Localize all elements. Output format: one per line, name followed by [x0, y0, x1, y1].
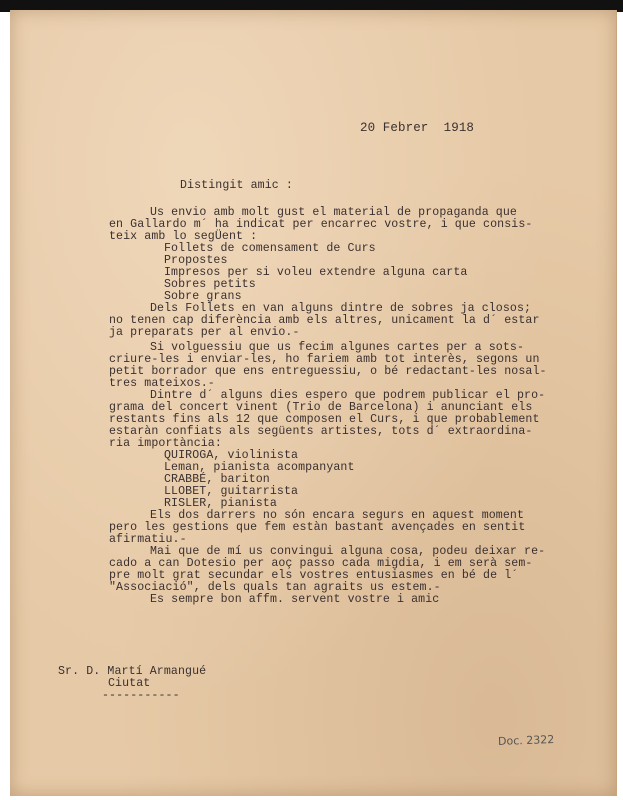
body-line: Sobres petits — [164, 278, 256, 291]
body-line: afirmatiu.- — [109, 533, 187, 546]
body-line: Propostes — [164, 254, 228, 267]
body-line: Els dos darrers no són encara segurs en aquest moment — [150, 509, 525, 522]
body-line: Follets de comensament de Curs — [164, 242, 376, 255]
body-line: petit borrador que ens entreguessiu, o bé redactant-les nosal- — [109, 365, 547, 378]
letter-date: 20 Febrer 1918 — [360, 121, 475, 135]
body-line: ria importància: — [109, 437, 222, 450]
body-line: cado a can Dotesio per aoç passo cada migdia, i em serà sem- — [109, 557, 533, 570]
artist-line: QUIROGA, violinista — [164, 449, 299, 462]
artist-line: CRABBÉ, bariton — [164, 473, 270, 486]
body-line: teix amb lo segÜent : — [109, 230, 258, 243]
body-line: Us envio amb molt gust el material de propaganda que — [150, 206, 517, 219]
body-line: pre molt grat secundar els vostres entusiasmes en bé de l´ — [109, 569, 519, 582]
body-line: Sobre grans — [164, 290, 242, 303]
body-line: ja preparats per al envio.- — [109, 326, 300, 339]
closing-line: Es sempre bon affm. servent vostre i amic — [150, 593, 440, 606]
salutation: Distingit amic : — [180, 179, 293, 192]
addressee-underline: ----------- — [102, 689, 180, 702]
body-line: Impresos per si voleu extendre alguna carta — [164, 266, 468, 279]
body-line: estaràn confiats als següents artistes, tots d´ extraordina- — [109, 425, 533, 438]
artist-line: LLOBET, guitarrista — [164, 485, 299, 498]
body-line: Mai que de mí us convingui alguna cosa, podeu deixar re- — [150, 545, 546, 558]
body-line: pero les gestions que fem estàn bastant avençades en sentit — [109, 521, 526, 534]
body-line: Dintre d´ alguns dies espero que podrem publicar el pro- — [150, 389, 546, 402]
body-line: grama del concert vinent (Trio de Barcelona) i anunciant els — [109, 401, 533, 414]
body-line: restants fins als 12 que composen el Curs, i que probablement — [109, 413, 540, 426]
body-line: criure-les i enviar-les, ho fariem amb tot interès, segons un — [109, 353, 540, 366]
body-line: tres mateixos.- — [109, 377, 215, 390]
body-line: "Associació", dels quals tan agraits us estem.- — [109, 581, 441, 594]
body-line: Dels Follets en van alguns dintre de sobres ja closos; — [150, 302, 532, 315]
body-line: no tenen cap diferència amb els altres, unicament la d´ estar — [109, 314, 540, 327]
body-line: Si volguessiu que us fecim algunes cartes per a sots- — [150, 341, 525, 354]
artist-line: RISLER, pianista — [164, 497, 277, 510]
artist-line: Leman, pianista acompanyant — [164, 461, 355, 474]
addressee: Sr. D. Martí Armangué — [58, 665, 207, 678]
archive-doc-reference: Doc. 2322 — [497, 733, 555, 748]
body-line: en Gallardo m´ ha indicat per encarrec vostre, i que consis- — [109, 218, 533, 231]
addressee-city: Ciutat — [108, 677, 151, 690]
